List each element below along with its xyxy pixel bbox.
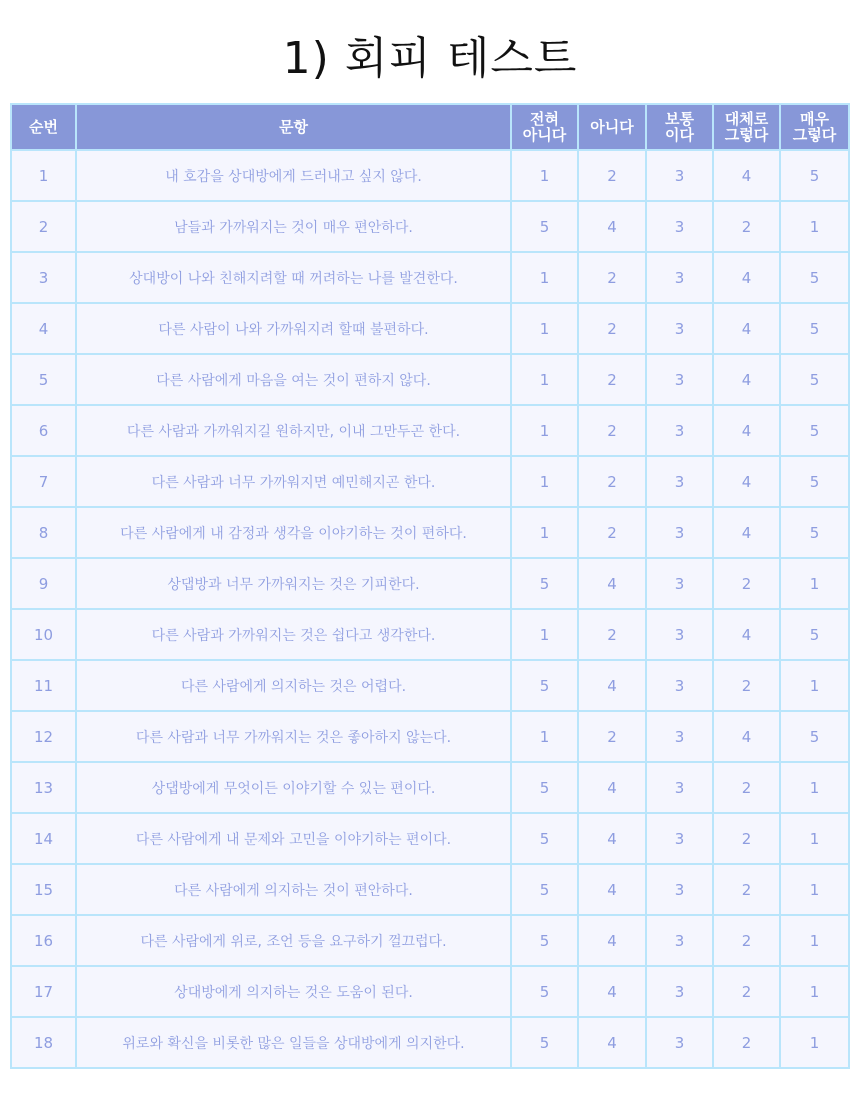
header-no: 순번	[11, 104, 76, 150]
table-row	[11, 864, 849, 915]
score-option-3[interactable]: 3	[646, 456, 713, 507]
score-option-1[interactable]: 1	[511, 507, 578, 558]
score-option-1[interactable]: 5	[511, 966, 578, 1017]
row-number: 16	[11, 915, 76, 966]
score-option-5[interactable]: 1	[780, 915, 849, 966]
question-text: 다른 사람과 가까워지길 원하지만, 이내 그만두곤 한다.	[76, 405, 511, 456]
score-option-5[interactable]: 5	[780, 609, 849, 660]
score-option-4[interactable]: 4	[713, 150, 780, 201]
score-option-5[interactable]: 1	[780, 660, 849, 711]
score-option-3[interactable]: 3	[646, 660, 713, 711]
header-scale-label: 이다	[665, 126, 694, 144]
row-number: 14	[11, 813, 76, 864]
header-scale-1	[511, 104, 578, 150]
score-option-4[interactable]: 2	[713, 558, 780, 609]
score-option-1[interactable]: 1	[511, 711, 578, 762]
score-option-2[interactable]: 4	[578, 966, 646, 1017]
row-number: 9	[11, 558, 76, 609]
avoidance-test-table	[10, 103, 850, 1069]
question-text: 다른 사람에게 마음을 여는 것이 편하지 않다.	[76, 354, 511, 405]
score-option-5[interactable]: 1	[780, 813, 849, 864]
table-row	[11, 507, 849, 558]
score-option-5[interactable]: 1	[780, 558, 849, 609]
table-row	[11, 303, 849, 354]
score-option-3[interactable]: 3	[646, 813, 713, 864]
score-option-1[interactable]: 1	[511, 303, 578, 354]
table-row	[11, 1017, 849, 1068]
header-scale-5	[780, 104, 849, 150]
score-option-1[interactable]: 1	[511, 405, 578, 456]
table-row	[11, 558, 849, 609]
score-option-2[interactable]: 4	[578, 813, 646, 864]
table-row	[11, 609, 849, 660]
score-option-3[interactable]: 3	[646, 609, 713, 660]
table-row	[11, 966, 849, 1017]
header-scale-label: 매우	[800, 110, 829, 128]
score-option-1[interactable]: 5	[511, 660, 578, 711]
table-row	[11, 354, 849, 405]
row-number: 3	[11, 252, 76, 303]
question-text: 남들과 가까워지는 것이 매우 편안하다.	[76, 201, 511, 252]
score-option-1[interactable]: 5	[511, 915, 578, 966]
score-option-4[interactable]: 2	[713, 762, 780, 813]
score-option-1[interactable]: 5	[511, 201, 578, 252]
score-option-4[interactable]: 2	[713, 966, 780, 1017]
score-option-1[interactable]: 5	[511, 762, 578, 813]
question-text: 다른 사람과 너무 가까워지면 예민해지곤 한다.	[76, 456, 511, 507]
table-row	[11, 252, 849, 303]
question-text: 상대방이 나와 친해지려할 때 꺼려하는 나를 발견한다.	[76, 252, 511, 303]
score-option-2[interactable]: 4	[578, 660, 646, 711]
question-text: 상댑방에게 무엇이든 이야기할 수 있는 편이다.	[76, 762, 511, 813]
header-scale-label: 아니다	[590, 118, 634, 136]
score-option-1[interactable]: 1	[511, 456, 578, 507]
score-option-5[interactable]: 1	[780, 201, 849, 252]
score-option-2[interactable]: 4	[578, 1017, 646, 1068]
score-option-3[interactable]: 3	[646, 150, 713, 201]
score-option-5[interactable]: 5	[780, 252, 849, 303]
score-option-2[interactable]: 4	[578, 762, 646, 813]
table-row	[11, 762, 849, 813]
score-option-3[interactable]: 3	[646, 354, 713, 405]
row-number: 17	[11, 966, 76, 1017]
score-option-1[interactable]: 5	[511, 558, 578, 609]
score-option-4[interactable]: 2	[713, 201, 780, 252]
header-scale-label: 아니다	[522, 126, 567, 144]
score-option-4[interactable]: 4	[713, 354, 780, 405]
score-option-4[interactable]: 4	[713, 609, 780, 660]
question-text: 내 호감을 상대방에게 드러내고 싶지 않다.	[76, 150, 511, 201]
header-scale-3	[646, 104, 713, 150]
table-row	[11, 150, 849, 201]
score-option-4[interactable]: 4	[713, 405, 780, 456]
score-option-3[interactable]: 3	[646, 405, 713, 456]
score-option-2[interactable]: 4	[578, 864, 646, 915]
row-number: 6	[11, 405, 76, 456]
score-option-3[interactable]: 3	[646, 1017, 713, 1068]
question-text: 다른 사람에게 위로, 조언 등을 요구하기 껄끄럽다.	[76, 915, 511, 966]
header-scale-label: 그렇다	[792, 126, 837, 144]
score-option-2[interactable]: 2	[578, 252, 646, 303]
score-option-2[interactable]: 4	[578, 915, 646, 966]
score-option-3[interactable]: 3	[646, 915, 713, 966]
question-text: 다른 사람에게 내 감정과 생각을 이야기하는 것이 편하다.	[76, 507, 511, 558]
score-option-5[interactable]: 5	[780, 456, 849, 507]
score-option-2[interactable]: 2	[578, 303, 646, 354]
score-option-5[interactable]: 5	[780, 405, 849, 456]
question-text: 다른 사람이 나와 가까워지려 할때 불편하다.	[76, 303, 511, 354]
score-option-4[interactable]: 4	[713, 507, 780, 558]
score-option-3[interactable]: 3	[646, 303, 713, 354]
table-header-row	[11, 104, 849, 150]
row-number: 1	[11, 150, 76, 201]
header-scale-label: 그렇다	[724, 126, 769, 144]
score-option-5[interactable]: 1	[780, 864, 849, 915]
score-option-3[interactable]: 3	[646, 507, 713, 558]
score-option-2[interactable]: 2	[578, 150, 646, 201]
score-option-4[interactable]: 2	[713, 915, 780, 966]
score-option-2[interactable]: 4	[578, 201, 646, 252]
table-row	[11, 456, 849, 507]
row-number: 5	[11, 354, 76, 405]
score-option-3[interactable]: 3	[646, 864, 713, 915]
score-option-2[interactable]: 2	[578, 711, 646, 762]
question-text: 다른 사람과 너무 가까워지는 것은 좋아하지 않는다.	[76, 711, 511, 762]
score-option-4[interactable]: 4	[713, 711, 780, 762]
score-option-3[interactable]: 3	[646, 252, 713, 303]
score-option-5[interactable]: 5	[780, 354, 849, 405]
score-option-2[interactable]: 2	[578, 354, 646, 405]
header-scale-2	[578, 104, 646, 150]
table-row	[11, 405, 849, 456]
score-option-4[interactable]: 2	[713, 813, 780, 864]
score-option-5[interactable]: 5	[780, 150, 849, 201]
score-option-5[interactable]: 1	[780, 1017, 849, 1068]
score-option-2[interactable]: 2	[578, 609, 646, 660]
question-text: 상댑방과 너무 가까워지는 것은 기피한다.	[76, 558, 511, 609]
score-option-5[interactable]: 5	[780, 711, 849, 762]
score-option-4[interactable]: 4	[713, 252, 780, 303]
table-row	[11, 660, 849, 711]
question-text: 다른 사람과 가까워지는 것은 쉽다고 생각한다.	[76, 609, 511, 660]
row-number: 11	[11, 660, 76, 711]
score-option-3[interactable]: 3	[646, 762, 713, 813]
row-number: 8	[11, 507, 76, 558]
score-option-1[interactable]: 5	[511, 1017, 578, 1068]
score-option-1[interactable]: 1	[511, 609, 578, 660]
score-option-1[interactable]: 5	[511, 864, 578, 915]
score-option-1[interactable]: 1	[511, 150, 578, 201]
score-option-4[interactable]: 2	[713, 660, 780, 711]
score-option-5[interactable]: 1	[780, 762, 849, 813]
row-number: 12	[11, 711, 76, 762]
row-number: 7	[11, 456, 76, 507]
table-row	[11, 711, 849, 762]
table-row	[11, 813, 849, 864]
score-option-4[interactable]: 2	[713, 864, 780, 915]
score-option-2[interactable]: 4	[578, 558, 646, 609]
score-option-5[interactable]: 5	[780, 303, 849, 354]
score-option-1[interactable]: 1	[511, 252, 578, 303]
question-text: 다른 사람에게 내 문제와 고민을 이야기하는 편이다.	[76, 813, 511, 864]
header-scale-label: 보통	[665, 110, 694, 128]
header-scale-label: 전혀	[530, 110, 559, 128]
score-option-5[interactable]: 5	[780, 507, 849, 558]
score-option-2[interactable]: 2	[578, 405, 646, 456]
score-option-2[interactable]: 2	[578, 456, 646, 507]
header-scale-label: 대체로	[724, 110, 769, 128]
header-scale-4	[713, 104, 780, 150]
question-text: 다른 사람에게 의지하는 것은 어렵다.	[76, 660, 511, 711]
score-option-3[interactable]: 3	[646, 711, 713, 762]
score-option-5[interactable]: 1	[780, 966, 849, 1017]
row-number: 10	[11, 609, 76, 660]
score-option-2[interactable]: 2	[578, 507, 646, 558]
row-number: 4	[11, 303, 76, 354]
score-option-3[interactable]: 3	[646, 558, 713, 609]
score-option-4[interactable]: 2	[713, 1017, 780, 1068]
question-text: 위로와 확신을 비롯한 많은 일들을 상대방에게 의지한다.	[76, 1017, 511, 1068]
table-row	[11, 201, 849, 252]
row-number: 18	[11, 1017, 76, 1068]
question-text: 다른 사람에게 의지하는 것이 편안하다.	[76, 864, 511, 915]
row-number: 13	[11, 762, 76, 813]
score-option-3[interactable]: 3	[646, 966, 713, 1017]
table-row	[11, 915, 849, 966]
score-option-1[interactable]: 5	[511, 813, 578, 864]
score-option-4[interactable]: 4	[713, 303, 780, 354]
score-option-3[interactable]: 3	[646, 201, 713, 252]
row-number: 2	[11, 201, 76, 252]
page-title: 1) 회피 테스트	[282, 33, 578, 84]
question-text: 상대방에게 의지하는 것은 도움이 된다.	[76, 966, 511, 1017]
row-number: 15	[11, 864, 76, 915]
score-option-1[interactable]: 1	[511, 354, 578, 405]
header-item: 문항	[76, 104, 511, 150]
score-option-4[interactable]: 4	[713, 456, 780, 507]
table-body	[11, 150, 849, 1068]
